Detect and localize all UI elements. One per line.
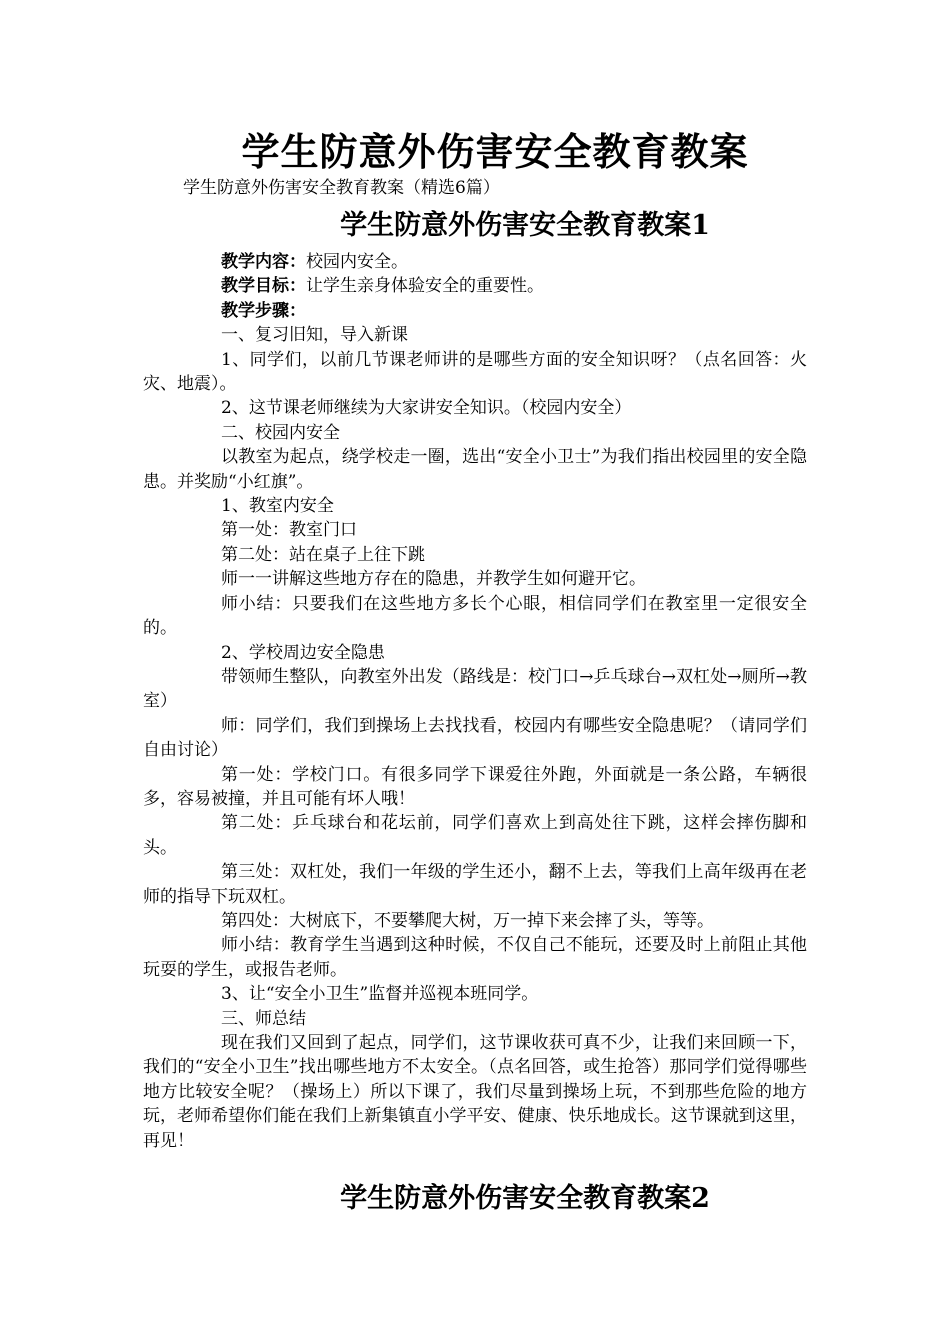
paragraph: 师一一讲解这些地方存在的隐患，并教学生如何避开它。 — [221, 569, 646, 590]
paragraph: 以教室为起点，绕学校走一圈，选出“安全小卫士”为我们指出校园里的安全隐患。并奖励“小红旗”。 — [143, 447, 807, 492]
paragraph: 师小结：只要我们在这些地方多长个心眼，相信同学们在教室里一定很安全的。 — [143, 593, 807, 639]
paragraph: 三、师总结 — [221, 1008, 306, 1029]
paragraph: 2、学校周边安全隐患 — [221, 642, 385, 663]
paragraph: 1、同学们，以前几节课老师讲的是哪些方面的安全知识呀？（点名回答：火灾、地震）。 — [143, 349, 807, 395]
paragraph: 二、校园内安全 — [221, 422, 340, 443]
steps-line — [143, 299, 807, 323]
lesson-body — [143, 250, 807, 1153]
paragraph: 1、教室内安全 — [221, 496, 334, 517]
goal-value: 让学生亲身体验安全的重要性。 — [306, 276, 544, 297]
goal-line — [143, 274, 807, 298]
content-value: 校园内安全。 — [306, 252, 408, 272]
section-2-title: 学生防意外伤害安全教育教案2 — [340, 1183, 710, 1214]
paragraph: 第一处：教室门口 — [221, 520, 357, 541]
paragraph: 3、让“安全小卫生”监督并巡视本班同学。 — [221, 984, 539, 1005]
steps-label: 教学步骤： — [221, 300, 306, 321]
paragraph: 师小结：教育学生当遇到这种时候，不仅自己不能玩，还要及时上前阻止其他玩耍的学生，或报告老师。 — [143, 935, 807, 980]
paragraph: 第二处：站在桌子上往下跳 — [221, 544, 425, 565]
paragraph: 第二处：乒乓球台和花坛前，同学们喜欢上到高处往下跳，这样会摔伤脚和头。 — [143, 813, 807, 858]
content-line — [143, 250, 807, 274]
paragraph: 现在我们又回到了起点，同学们，这节课收获可真不少，让我们来回顾一下，我们的“安全小卫生”找出哪些地方不太安全。（点名回答，或生抢答）那同学们觉得哪些地方比较安全呢？（操场上）所以下课了，我们尽量到操场上玩，不到那些危险的地方玩，老师希望你们能在我们上新集镇直小学平安、健康、快乐地成长。这节课就到这里，再见！ — [143, 1033, 807, 1151]
content-label: 教学内容： — [221, 252, 306, 272]
paragraph: 带领师生整队，向教室外出发（路线是：校门口→乒乓球台→双杠处→厕所→教室） — [143, 666, 807, 712]
paragraph: 一、复习旧知，导入新课 — [221, 325, 408, 346]
goal-label: 教学目标： — [221, 276, 306, 297]
document-subtitle: 学生防意外伤害安全教育教案（精选6篇） — [183, 178, 500, 198]
section-1-title: 学生防意外伤害安全教育教案1 — [340, 210, 710, 241]
paragraph: 第四处：大树底下，不要攀爬大树，万一掉下来会摔了头，等等。 — [221, 910, 714, 931]
paragraph: 第一处：学校门口。有很多同学下课爱往外跑，外面就是一条公路，车辆很多，容易被撞，并且可能有坏人哦！ — [143, 764, 807, 809]
paragraph: 师：同学们，我们到操场上去找找看，校园内有哪些安全隐患呢？（请同学们自由讨论） — [143, 715, 807, 761]
document-title: 学生防意外伤害安全教育教案 — [241, 129, 749, 174]
paragraph: 第三处：双杠处，我们一年级的学生还小，翻不上去，等我们上高年级再在老师的指导下玩双杠。 — [143, 862, 807, 907]
paragraph: 2、这节课老师继续为大家讲安全知识。（校园内安全） — [221, 398, 632, 419]
